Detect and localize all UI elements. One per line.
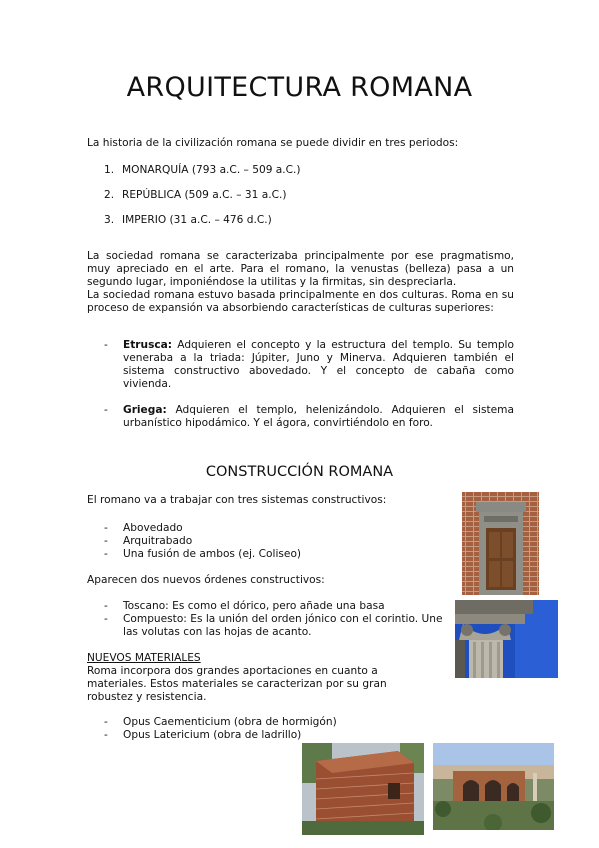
orders-intro: Aparecen dos nuevos órdenes constructivos: xyxy=(87,574,325,586)
material-text: Opus Latericium (obra de ladrillo) xyxy=(123,729,302,741)
cultures-paragraph: La sociedad romana estuvo basada principalmente en dos culturas. Roma en su proceso de expansión va absorbiendo características de culturas superiores: xyxy=(87,289,514,314)
dash-marker: - xyxy=(104,729,108,741)
period-number: 3. xyxy=(104,214,115,226)
materials-heading: NUEVOS MATERIALES xyxy=(87,652,201,664)
dash-marker: - xyxy=(104,716,108,728)
period-item xyxy=(104,164,301,176)
system-text: Abovedado xyxy=(123,522,183,534)
intro-paragraph: La historia de la civilización romana se puede dividir en tres periodos: xyxy=(87,137,459,149)
page-title: ARQUITECTURA ROMANA xyxy=(126,72,473,103)
systems-intro: El romano va a trabajar con tres sistemas constructivos: xyxy=(87,494,387,506)
culture-label: Etrusca: xyxy=(123,339,173,351)
brick-ruin-photo xyxy=(302,743,424,835)
period-text: REPÚBLICA (509 a.C. – 31 a.C.) xyxy=(122,189,287,201)
dash-marker: - xyxy=(104,404,108,416)
dash-marker: - xyxy=(104,613,108,625)
period-text: IMPERIO (31 a.C. – 476 d.C.) xyxy=(122,214,272,226)
doorway-photo xyxy=(462,492,539,595)
period-item xyxy=(104,189,286,201)
order-item xyxy=(104,613,444,639)
culture-item-etrusca xyxy=(104,339,514,391)
dash-marker: - xyxy=(104,339,108,351)
culture-text: Adquieren el concepto y la estructura del templo. Su templo veneraba a la triada: Júpiter, Juno y Minerva. Adquieren también el sistema constructivo abovedado. Y el concepto de cabaña como vivienda. xyxy=(123,339,514,390)
column-capital-photo xyxy=(455,600,558,678)
material-item xyxy=(104,716,404,729)
section-heading: CONSTRUCCIÓN ROMANA xyxy=(205,464,394,480)
materials-paragraph: Roma incorpora dos grandes aportaciones en cuanto a materiales. Estos materiales se caracterizan por su gran robustez y resistencia. xyxy=(87,665,387,703)
society-paragraph: La sociedad romana se caracterizaba principalmente por ese pragmatismo, muy apreciado en el arte. Para el romano, la venustas (belleza) pasa a un segundo lugar, imponiéndose la utilitas y la firmitas, sin despreciarla. xyxy=(87,250,514,288)
system-item xyxy=(104,548,404,561)
dash-marker: - xyxy=(104,600,108,612)
forum-ruins-photo xyxy=(433,743,554,830)
system-text: Una fusión de ambos (ej. Coliseo) xyxy=(123,548,302,560)
order-text: Toscano: Es como el dórico, pero añade una basa xyxy=(123,600,385,612)
order-text: Compuesto: Es la unión del orden jónico con el corintio. Une las volutas con las hojas de acanto. xyxy=(123,613,443,638)
dash-marker: - xyxy=(104,548,108,560)
period-number: 1. xyxy=(104,164,115,176)
order-item xyxy=(104,600,444,613)
period-number: 2. xyxy=(104,189,115,201)
system-item xyxy=(104,522,404,535)
culture-label: Griega: xyxy=(123,404,167,416)
material-text: Opus Caementicium (obra de hormigón) xyxy=(123,716,337,728)
material-item xyxy=(104,729,404,742)
dash-marker: - xyxy=(104,535,108,547)
dash-marker: - xyxy=(104,522,108,534)
culture-item-griega xyxy=(104,404,514,430)
system-item xyxy=(104,535,404,548)
system-text: Arquitrabado xyxy=(123,535,193,547)
culture-text: Adquieren el templo, helenizándolo. Adquieren el sistema urbanístico hipodámico. Y el ágora, convirtiéndolo en foro. xyxy=(123,404,514,429)
period-text: MONARQUÍA (793 a.C. – 509 a.C.) xyxy=(122,164,301,176)
period-item xyxy=(104,214,272,226)
